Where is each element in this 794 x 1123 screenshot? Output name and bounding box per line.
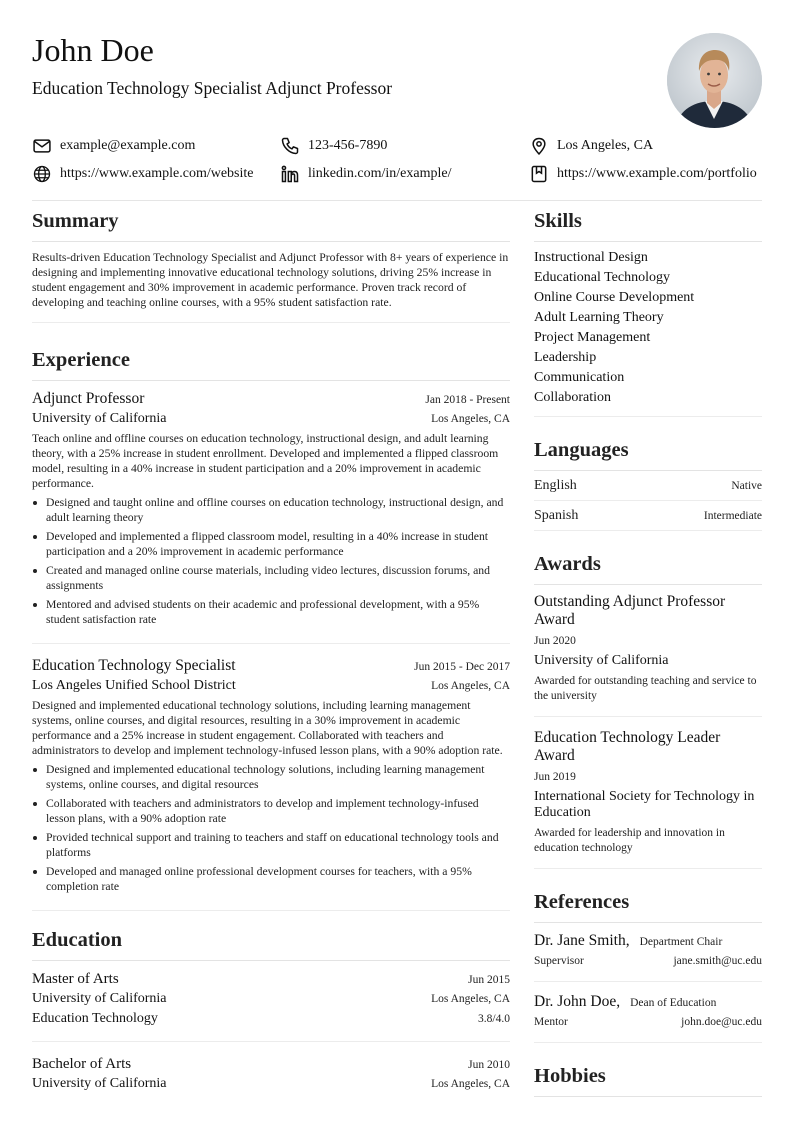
school: University of California [32, 991, 167, 1006]
language-name: English [534, 478, 577, 493]
bookmark-icon [529, 164, 549, 184]
award-description: Awarded for leadership and innovation in education technology [534, 827, 725, 854]
job-role: Adjunct Professor [32, 390, 145, 407]
language-level: Native [731, 480, 762, 492]
skill-item: Adult Learning Theory [534, 310, 664, 325]
main-column [32, 200, 510, 1106]
contact-email[interactable] [32, 134, 195, 158]
reference-relation: Supervisor [534, 955, 584, 967]
job-bullet: Designed and taught online and offline courses on education technology, instructional design, and adult learning theory [32, 495, 510, 525]
job-dates: Jan 2018 - Present [425, 394, 510, 406]
awards-heading: Awards [534, 543, 762, 585]
skill-item: Leadership [534, 350, 597, 365]
skills-heading: Skills [534, 200, 762, 242]
job-dates: Jun 2015 - Dec 2017 [414, 661, 510, 673]
job-bullets [32, 762, 510, 894]
award-title: Outstanding Adjunct Professor Award [534, 593, 726, 628]
language-name: Spanish [534, 508, 579, 523]
linkedin-link: linkedin.com/in/example/ [308, 166, 452, 181]
job-bullet: Developed and managed online professional development courses for teachers, with a 95% completion rate [32, 864, 510, 894]
skill-item: Educational Technology [534, 270, 671, 285]
education-section [32, 919, 510, 1106]
school: University of California [32, 1076, 167, 1091]
award-organization: International Society for Technology in Education [534, 789, 755, 820]
job-location: Los Angeles, CA [431, 413, 510, 425]
skill-item: Collaboration [534, 390, 611, 405]
side-column [534, 200, 762, 1097]
reference-position: Department Chair [639, 936, 723, 948]
reference-relation: Mentor [534, 1016, 568, 1028]
phone-icon [280, 136, 300, 156]
job-entry [32, 644, 510, 911]
person-name: John Doe [32, 32, 154, 68]
job-location: Los Angeles, CA [431, 680, 510, 692]
degree: Master of Arts [32, 971, 119, 987]
award-date: Jun 2020 [534, 635, 576, 647]
reference-name: Dr. John Doe, [534, 993, 621, 1010]
job-description: Designed and implemented educational technology solutions, including learning management systems, online courses, and digital resources, resulting in a 30% improvement in academic performance and a 25% increase in student engagement. Collaborated with teachers and administrators to develop and implement technology-infused lesson plans, with a 90% adoption rate. [32, 699, 503, 757]
contact-location [529, 134, 653, 158]
portfolio-link: https://www.example.com/portfolio [557, 166, 757, 181]
skill-item: Instructional Design [534, 250, 648, 265]
job-organization: Los Angeles Unified School District [32, 678, 236, 693]
experience-heading: Experience [32, 339, 510, 381]
school-location: Los Angeles, CA [431, 993, 510, 1005]
skills-section [534, 200, 762, 417]
education-heading: Education [32, 919, 510, 961]
experience-section [32, 339, 510, 911]
job-entry [32, 381, 510, 644]
skill-item: Project Management [534, 330, 651, 345]
contact-portfolio[interactable] [529, 162, 757, 186]
job-bullet: Developed and implemented a flipped classroom model, resulting in a 40% increase in student participation and a 20% improvement in academic performance [32, 529, 510, 559]
education-entry [32, 961, 510, 1042]
skill-item: Communication [534, 370, 625, 385]
hobbies-section [534, 1055, 762, 1097]
person-title: Education Technology Specialist Adjunct Professor [32, 78, 393, 98]
linkedin-icon [280, 164, 300, 184]
skill-item: Online Course Development [534, 290, 695, 305]
language-level: Intermediate [703, 510, 762, 522]
degree: Bachelor of Arts [32, 1056, 132, 1072]
job-bullet: Collaborated with teachers and administrators to develop and implement technology-infused lesson plans, with a 90% adoption rate [32, 796, 510, 826]
award-entry [534, 585, 762, 717]
languages-section [534, 429, 762, 531]
portrait-photo [667, 33, 762, 128]
job-bullets [32, 495, 510, 627]
language-row [534, 471, 762, 501]
references-section [534, 881, 762, 1043]
hobbies-heading: Hobbies [534, 1055, 762, 1097]
location-text: Los Angeles, CA [557, 138, 654, 153]
job-bullet: Mentored and advised students on their academic and professional development, with a 95% student satisfaction rate [32, 597, 510, 627]
award-entry [534, 717, 762, 869]
mail-icon [32, 136, 52, 156]
job-bullet: Created and managed online course materials, including video lectures, discussion forums, and assignments [32, 563, 510, 593]
award-title: Education Technology Leader Award [534, 729, 721, 764]
contact-linkedin[interactable] [280, 162, 451, 186]
award-description: Awarded for outstanding teaching and service to the university [534, 675, 757, 702]
reference-position: Dean of Education [630, 997, 717, 1009]
school-location: Los Angeles, CA [431, 1078, 510, 1090]
reference-entry [534, 982, 762, 1043]
job-bullet: Provided technical support and training to teachers and staff on educational technology tools and platforms [32, 830, 510, 860]
field-of-study: Education Technology [32, 1011, 158, 1026]
contact-website[interactable] [32, 162, 254, 186]
language-row [534, 501, 762, 531]
globe-icon [32, 164, 52, 184]
references-heading: References [534, 881, 762, 923]
website-link: https://www.example.com/website [60, 166, 254, 181]
graduation-date: Jun 2010 [468, 1059, 510, 1071]
map-pin-icon [529, 136, 549, 156]
awards-section [534, 543, 762, 869]
job-role: Education Technology Specialist [32, 657, 236, 674]
phone-text: 123-456-7890 [308, 138, 388, 153]
reference-email[interactable]: jane.smith@uc.edu [673, 955, 762, 967]
summary-heading: Summary [32, 200, 510, 242]
award-date: Jun 2019 [534, 771, 576, 783]
award-organization: University of California [534, 653, 669, 668]
reference-name: Dr. Jane Smith, [534, 932, 630, 949]
reference-email[interactable]: john.doe@uc.edu [681, 1016, 762, 1028]
job-bullet: Designed and implemented educational technology solutions, including learning management systems, online courses, and digital resources [32, 762, 510, 792]
graduation-date: Jun 2015 [468, 974, 510, 986]
contact-phone[interactable] [280, 134, 387, 158]
avatar [667, 33, 762, 128]
job-description: Teach online and offline courses on education technology, instructional design, and adult learning theory, with a 25% increase in student enrollment. Developed and implemented a flipped classroom model, resulting in a 40% increase in student participation and a 20% improvement in academic performance. [32, 432, 499, 490]
reference-entry [534, 923, 762, 982]
email-text: example@example.com [60, 138, 196, 153]
languages-heading: Languages [534, 429, 762, 471]
summary-section [32, 200, 510, 323]
education-entry [32, 1042, 510, 1106]
summary-text: Results-driven Education Technology Specialist and Adjunct Professor with 8+ years of experience in designing and implementing innovative educational technology solutions, driving 25% increase in student engagement and 30% improvement in academic performance. Proven track record of developing and teaching online courses, with a 95% student satisfaction rate. [32, 242, 510, 323]
job-organization: University of California [32, 411, 167, 426]
skills-list [534, 242, 762, 417]
gpa: 3.8/4.0 [478, 1013, 510, 1025]
